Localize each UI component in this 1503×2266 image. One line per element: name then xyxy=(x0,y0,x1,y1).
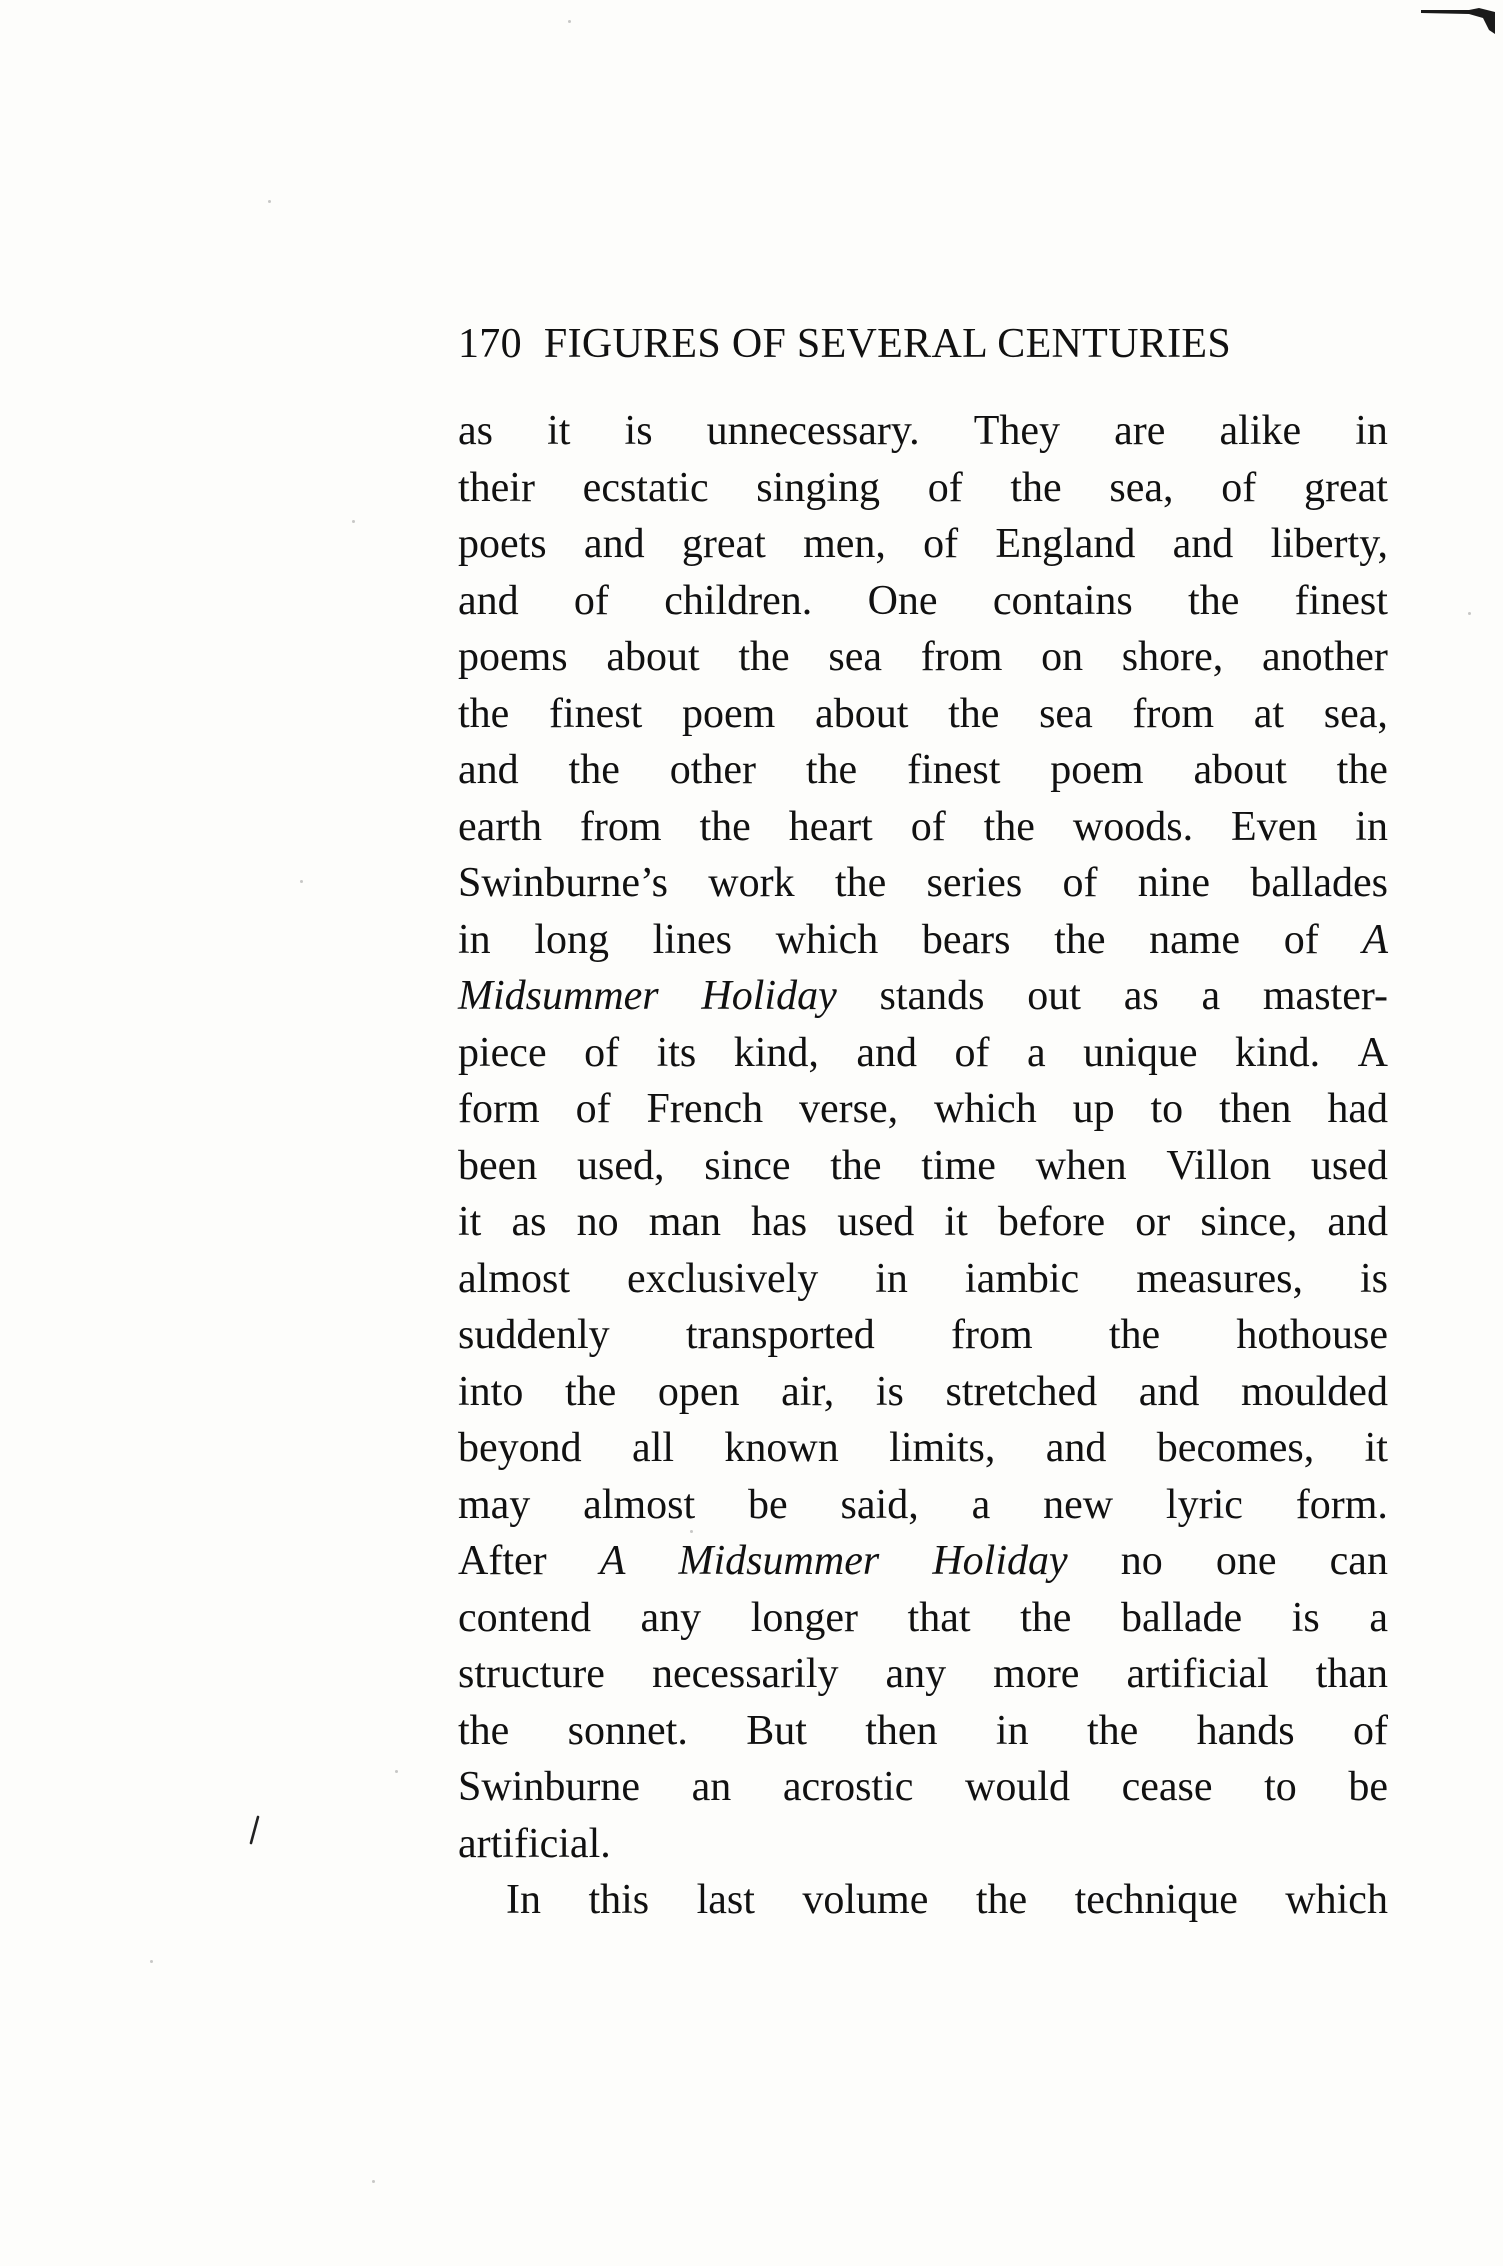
text-line: After A Midsummer Holiday no one can xyxy=(458,1538,1388,1584)
text-line: it as no man has used it before or since, and xyxy=(458,1199,1388,1245)
text-line: poets and great men, of England and liberty, xyxy=(458,521,1388,567)
text-line: artificial. xyxy=(458,1820,611,1867)
running-title: FIGURES OF SEVERAL CENTURIES xyxy=(543,321,1231,367)
text-line: and of children. One contains the finest xyxy=(458,577,1388,624)
text-line: structure necessarily any more artificial than xyxy=(458,1651,1388,1697)
paper-speck xyxy=(268,200,271,203)
paper-speck xyxy=(372,2180,375,2183)
corner-binding-mark xyxy=(1419,4,1497,40)
text-line: in long lines which bears the name of A xyxy=(458,916,1388,963)
text-line: their ecstatic singing of the sea, of great xyxy=(458,464,1388,511)
body-text xyxy=(458,403,1388,1929)
paper-speck xyxy=(352,520,355,523)
text-line: and the other the finest poem about the xyxy=(458,747,1388,793)
text-line: the finest poem about the sea from at sea, xyxy=(458,690,1388,737)
text-line: Midsummer Holiday stands out as a master- xyxy=(458,973,1388,1019)
paper-speck xyxy=(1468,612,1471,615)
margin-pencil-mark xyxy=(248,1815,262,1845)
text-line: Swinburne an acrostic would cease to be xyxy=(458,1764,1388,1810)
paper-speck xyxy=(395,1770,398,1773)
text-line: been used, since the time when Villon used xyxy=(458,1142,1388,1189)
text-line: contend any longer that the ballade is a xyxy=(458,1594,1388,1641)
paper-speck xyxy=(150,1960,153,1963)
text-line: the sonnet. But then in the hands of xyxy=(458,1707,1388,1754)
text-line: suddenly transported from the hothouse xyxy=(458,1312,1388,1358)
text-line: into the open air, is stretched and moulded xyxy=(458,1368,1388,1415)
text-line: In this last volume the technique which xyxy=(506,1877,1388,1923)
text-line: as it is unnecessary. They are alike in xyxy=(458,408,1388,454)
text-line: Swinburne’s work the series of nine ballades xyxy=(458,860,1388,906)
paper-speck xyxy=(300,880,303,883)
running-header xyxy=(458,318,1388,370)
text-line: form of French verse, which up to then had xyxy=(458,1086,1388,1132)
text-line: piece of its kind, and of a unique kind. A xyxy=(458,1029,1388,1076)
text-line: almost exclusively in iambic measures, is xyxy=(458,1255,1388,1302)
paper-speck xyxy=(568,20,571,23)
text-line: beyond all known limits, and becomes, it xyxy=(458,1425,1388,1471)
text-line: poems about the sea from on shore, another xyxy=(458,634,1388,680)
text-line: earth from the heart of the woods. Even in xyxy=(458,803,1388,850)
page-number: 170 xyxy=(458,321,522,367)
text-line: may almost be said, a new lyric form. xyxy=(458,1481,1388,1528)
